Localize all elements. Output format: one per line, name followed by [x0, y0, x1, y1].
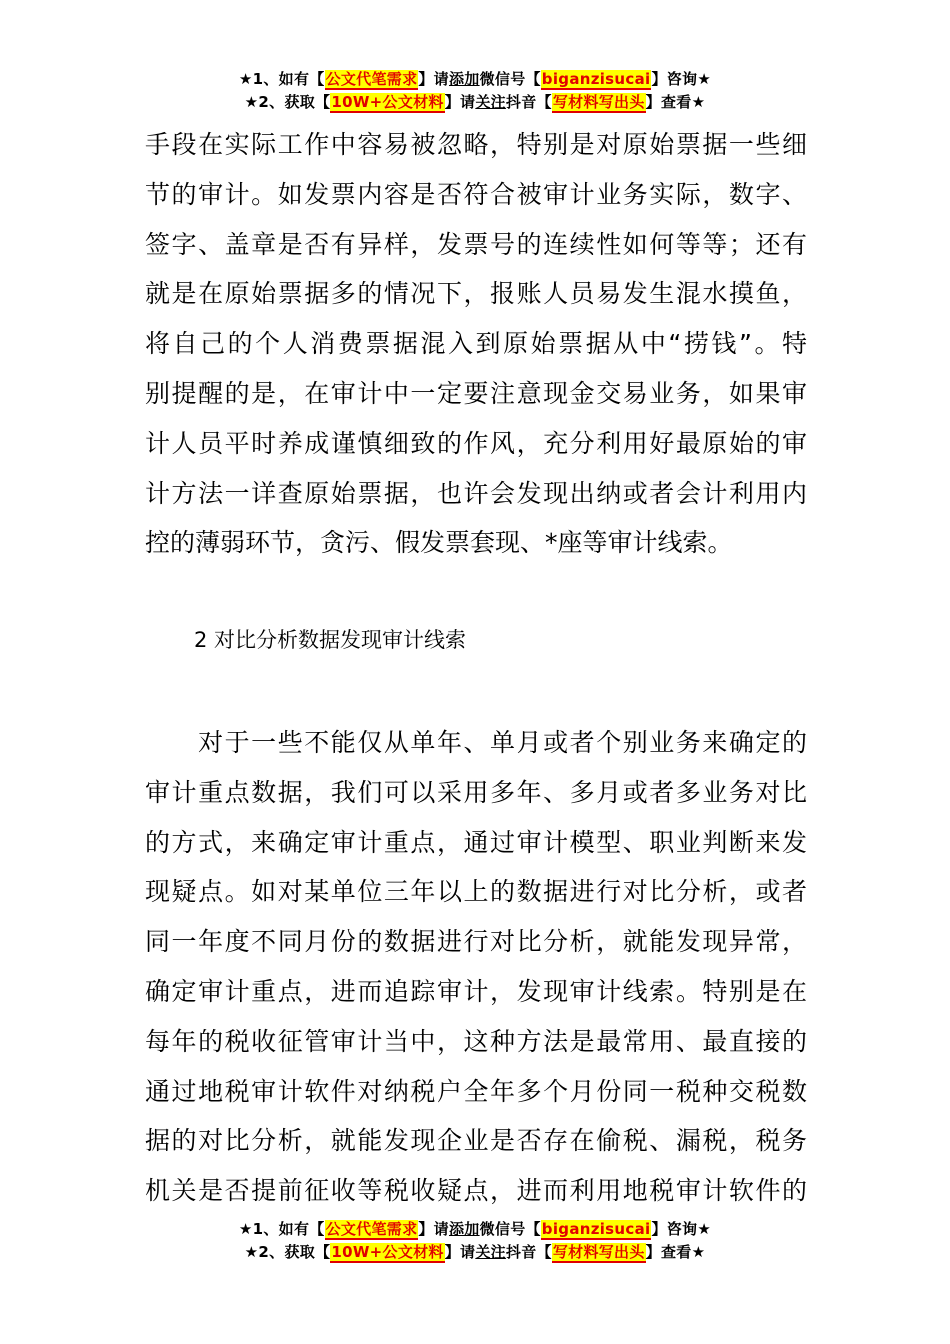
banner-line-1: ★1、如有【公文代笔需求】请添加微信号【biganzisucai】咨询★ — [238, 70, 712, 88]
highlight-ghostwriting: 公文代笔需求 — [325, 70, 418, 88]
text-line: 现疑点。如对某单位三年以上的数据进行对比分析，或者 — [145, 877, 807, 907]
highlight-douyin: 写材料写出头 — [552, 93, 645, 111]
text-line: 计人员平时养成谨慎细致的作风，充分利用好最原始的审 — [145, 428, 807, 458]
highlight-douyin: 写材料写出头 — [552, 1243, 645, 1261]
banner-line-1: ★1、如有【公文代笔需求】请添加微信号【biganzisucai】咨询★ — [238, 1220, 712, 1238]
text-line: 计方法一详查原始票据，也许会发现出纳或者会计利用内 — [145, 478, 807, 508]
text-line: 机关是否提前征收等税收疑点，进而利用地税审计软件的 — [145, 1176, 807, 1206]
text-line: 就是在原始票据多的情况下，报账人员易发生混水摸鱼， — [145, 279, 807, 309]
body-paragraph-1 — [145, 120, 807, 568]
section-heading: 2 对比分析数据发现审计线索 — [194, 628, 467, 652]
banner-line-2: ★2、获取【10W+公文材料】请关注抖音【写材料写出头】查看★ — [244, 1243, 706, 1261]
text-line: 手段在实际工作中容易被忽略，特别是对原始票据一些细 — [145, 130, 807, 159]
body-paragraph-2 — [145, 718, 807, 1216]
header-banner — [0, 68, 950, 114]
highlight-wechat-id: biganzisucai — [541, 1220, 651, 1238]
text-line: 别提醒的是，在审计中一定要注意现金交易业务，如果审 — [145, 378, 807, 408]
text-line: 将自己的个人消费票据混入到原始票据从中“捞钱”。特 — [145, 329, 807, 359]
banner-line-2: ★2、获取【10W+公文材料】请关注抖音【写材料写出头】查看★ — [244, 93, 706, 111]
text-line: 的方式，来确定审计重点，通过审计模型、职业判断来发 — [145, 827, 807, 857]
text-line: 签字、盖章是否有异样，发票号的连续性如何等等；还有 — [145, 229, 807, 259]
text-line: 据的对比分析，就能发现企业是否存在偷税、漏税，税务 — [145, 1126, 807, 1156]
text-line: 节的审计。如发票内容是否符合被审计业务实际，数字、 — [145, 179, 807, 209]
text-line: 每年的税收征管审计当中，这种方法是最常用、最直接的 — [145, 1026, 807, 1056]
footer-banner — [0, 1218, 950, 1264]
text-line: 通过地税审计软件对纳税户全年多个月份同一税种交税数 — [145, 1076, 807, 1106]
text-line: 控的薄弱环节，贪污、假发票套现、*座等审计线索。 — [145, 528, 733, 558]
highlight-ghostwriting: 公文代笔需求 — [325, 1220, 418, 1238]
highlight-materials: 10W+公文材料 — [331, 1243, 444, 1261]
highlight-materials: 10W+公文材料 — [331, 93, 444, 111]
text-line: 审计重点数据，我们可以采用多年、多月或者多业务对比 — [145, 777, 807, 807]
text-line: 同一年度不同月份的数据进行对比分析，就能发现异常， — [145, 927, 807, 957]
highlight-wechat-id: biganzisucai — [541, 70, 651, 88]
text-line: 确定审计重点，进而追踪审计，发现审计线索。特别是在 — [145, 976, 807, 1006]
text-line: 对于一些不能仅从单年、单月或者个别业务来确定的 — [145, 728, 807, 757]
